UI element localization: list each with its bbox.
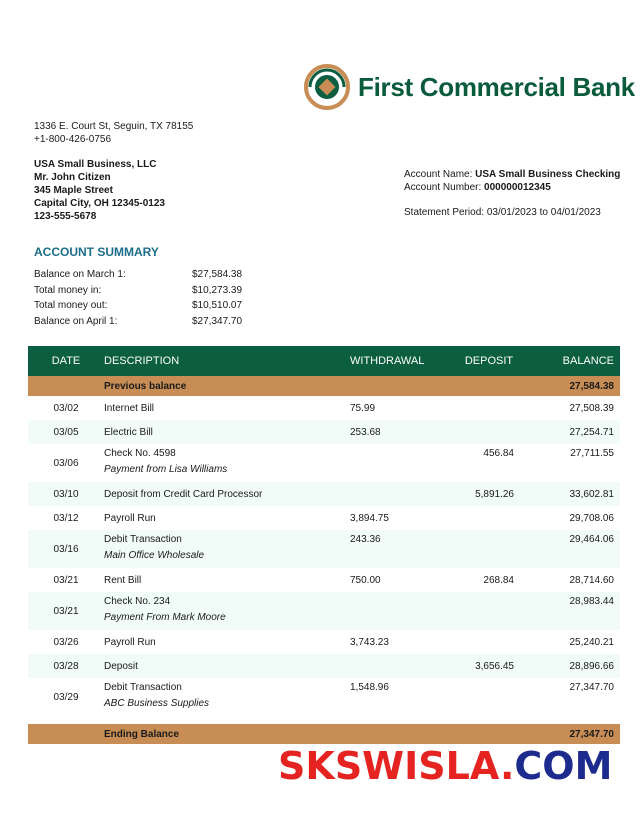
table-row (28, 530, 620, 568)
cell-withdrawal (350, 654, 452, 678)
cell-date (28, 654, 104, 678)
bank-address (34, 120, 193, 146)
previous-balance-label: Previous balance (104, 376, 350, 396)
cell-date (28, 630, 104, 654)
watermark-main: SKSWISLA (278, 744, 500, 788)
header-balance: BALANCE (526, 346, 620, 376)
ending-balance-value: 27,347.70 (526, 724, 620, 744)
cell-date-text: 03/02 (53, 402, 79, 414)
account-summary-title: ACCOUNT SUMMARY (34, 245, 159, 259)
customer-street: 345 Maple Street (34, 185, 113, 196)
cell-withdrawal-text: 75.99 (350, 402, 376, 414)
account-summary (34, 269, 242, 331)
cell-date (28, 530, 104, 568)
cell-balance (526, 678, 620, 716)
cell-deposit (452, 506, 526, 530)
cell-description (104, 568, 350, 592)
account-name-label: Account Name: (404, 169, 473, 180)
cell-deposit (452, 482, 526, 506)
cell-date (28, 396, 104, 420)
cell-date (28, 568, 104, 592)
cell-date-text: 03/10 (53, 488, 79, 500)
table-row (28, 654, 620, 678)
bank-name: First Commercial Bank (358, 71, 635, 102)
cell-deposit (452, 630, 526, 654)
summary-label: Balance on March 1: (34, 269, 126, 280)
summary-label: Total money out: (34, 300, 108, 311)
cell-description-sub: Main Office Wholesale (104, 550, 205, 561)
watermark-tld: COM (514, 744, 613, 788)
cell-withdrawal (350, 630, 452, 654)
cell-deposit (452, 592, 526, 630)
table-row (28, 630, 620, 654)
cell-date (28, 592, 104, 630)
cell-date (28, 482, 104, 506)
cell-description-text: Debit Transaction (104, 534, 182, 545)
table-row (28, 506, 620, 530)
table-header-row (28, 346, 620, 376)
cell-withdrawal-text: 1,548.96 (350, 682, 389, 693)
watermark (278, 744, 612, 788)
cell-deposit (452, 654, 526, 678)
cell-deposit (452, 396, 526, 420)
cell-withdrawal (350, 396, 452, 420)
cell-description-text: Deposit from Credit Card Processor (104, 488, 263, 500)
table-row (28, 482, 620, 506)
table-row (28, 592, 620, 630)
cell-description (104, 678, 350, 716)
cell-description (104, 506, 350, 530)
header-date: DATE (28, 346, 104, 376)
previous-balance-value: 27,584.38 (526, 376, 620, 396)
cell-description-text: Internet Bill (104, 402, 155, 414)
cell-balance-text: 28,714.60 (569, 574, 614, 586)
cell-withdrawal (350, 678, 452, 716)
cell-date-text: 03/28 (53, 660, 79, 672)
cell-date-text: 03/05 (53, 426, 79, 438)
cell-balance-text: 27,711.55 (570, 448, 614, 459)
cell-withdrawal-text: 3,894.75 (350, 512, 389, 524)
cell-balance-text: 29,464.06 (569, 534, 614, 545)
cell-balance (526, 630, 620, 654)
cell-balance-text: 29,708.06 (569, 512, 614, 524)
cell-balance (526, 396, 620, 420)
cell-withdrawal-text: 253.68 (350, 426, 381, 438)
cell-deposit (452, 420, 526, 444)
cell-date-text: 03/12 (53, 512, 79, 524)
account-name-line (404, 168, 620, 181)
cell-deposit (452, 678, 526, 716)
table-row (28, 444, 620, 482)
account-number-label: Account Number: (404, 182, 482, 193)
bank-phone: +1-800-426-0756 (34, 134, 112, 145)
cell-balance (526, 444, 620, 482)
summary-row (34, 300, 242, 316)
cell-description (104, 630, 350, 654)
account-number-line (404, 181, 620, 194)
cell-date (28, 420, 104, 444)
cell-deposit (452, 568, 526, 592)
customer-block (34, 158, 165, 223)
cell-date (28, 506, 104, 530)
table-row (28, 678, 620, 716)
cell-description-text: Payroll Run (104, 636, 156, 648)
customer-phone: 123-555-5678 (34, 211, 97, 222)
cell-description-text: Debit Transaction (104, 682, 182, 693)
cell-balance-text: 27,254.71 (569, 426, 614, 438)
header-withdrawal: WITHDRAWAL (350, 346, 452, 376)
table-row (28, 568, 620, 592)
cell-withdrawal (350, 592, 452, 630)
cell-balance (526, 592, 620, 630)
transactions-table (28, 346, 620, 744)
cell-deposit-text: 456.84 (483, 448, 514, 459)
previous-balance-row (28, 376, 620, 396)
bank-emblem-icon (304, 64, 350, 110)
customer-city: Capital City, OH 12345-0123 (34, 198, 165, 209)
cell-withdrawal (350, 530, 452, 568)
header-deposit: DEPOSIT (452, 346, 526, 376)
cell-balance-text: 33,602.81 (569, 488, 614, 500)
bank-street: 1336 E. Court St, Seguin, TX 78155 (34, 121, 194, 132)
cell-withdrawal (350, 568, 452, 592)
cell-balance-text: 27,508.39 (569, 402, 614, 414)
cell-deposit-text: 3,656.45 (475, 660, 514, 672)
cell-deposit (452, 444, 526, 482)
cell-withdrawal (350, 506, 452, 530)
summary-value: $10,510.07 (192, 300, 243, 311)
cell-withdrawal-text: 3,743.23 (350, 636, 389, 648)
summary-label: Total money in: (34, 284, 102, 296)
cell-withdrawal (350, 420, 452, 444)
account-number: 000000012345 (484, 182, 551, 193)
cell-balance (526, 482, 620, 506)
bank-logo (304, 64, 635, 110)
cell-description-sub: Payment from Lisa Williams (104, 464, 228, 475)
cell-description-sub: Payment From Mark Moore (104, 612, 226, 623)
cell-withdrawal (350, 482, 452, 506)
header-description: DESCRIPTION (104, 346, 350, 376)
account-name: USA Small Business Checking (475, 169, 621, 180)
cell-date-text: 03/26 (53, 636, 79, 648)
statement-period: Statement Period: 03/01/2023 to 04/01/2023 (404, 207, 601, 218)
cell-description-text: Rent Bill (104, 574, 142, 586)
cell-date (28, 444, 104, 482)
cell-withdrawal-text: 243.36 (350, 534, 381, 545)
summary-label: Balance on April 1: (34, 315, 118, 327)
account-info (404, 168, 620, 194)
cell-description-text: Deposit (104, 660, 138, 672)
cell-balance-text: 28,983.44 (569, 596, 614, 607)
cell-deposit (452, 530, 526, 568)
cell-description (104, 654, 350, 678)
cell-balance-text: 28,896.66 (569, 660, 614, 672)
customer-company: USA Small Business, LLC (34, 159, 157, 170)
cell-date (28, 678, 104, 716)
cell-description-text: Electric Bill (104, 426, 153, 438)
cell-balance (526, 506, 620, 530)
table-row (28, 396, 620, 420)
cell-description (104, 530, 350, 568)
cell-date-text: 03/16 (53, 543, 79, 555)
cell-deposit-text: 268.84 (483, 574, 514, 586)
watermark-dot: . (499, 744, 515, 788)
cell-deposit-text: 5,891.26 (475, 488, 514, 500)
cell-description-text: Check No. 234 (104, 596, 171, 607)
ending-balance-label: Ending Balance (104, 724, 350, 744)
cell-balance (526, 654, 620, 678)
cell-date-text: 03/29 (53, 691, 79, 703)
cell-date-text: 03/06 (53, 457, 79, 469)
cell-date-text: 03/21 (53, 574, 79, 586)
cell-description (104, 444, 350, 482)
customer-contact: Mr. John Citizen (34, 172, 111, 183)
cell-date-text: 03/21 (53, 605, 79, 617)
cell-description (104, 592, 350, 630)
summary-row (34, 316, 242, 332)
cell-balance-text: 25,240.21 (569, 636, 614, 648)
transaction-rows (28, 396, 620, 716)
cell-description (104, 482, 350, 506)
cell-description-text: Payroll Run (104, 512, 156, 524)
cell-balance (526, 568, 620, 592)
summary-row (34, 269, 242, 285)
table-row (28, 420, 620, 444)
summary-row (34, 285, 242, 301)
cell-balance-text: 27,347.70 (569, 682, 614, 693)
cell-balance (526, 530, 620, 568)
cell-withdrawal (350, 444, 452, 482)
cell-balance (526, 420, 620, 444)
summary-value: $27,584.38 (192, 269, 243, 280)
cell-description (104, 396, 350, 420)
ending-balance-row (28, 724, 620, 744)
cell-description (104, 420, 350, 444)
summary-value: $27,347.70 (192, 315, 243, 327)
cell-description-sub: ABC Business Supplies (104, 698, 210, 709)
cell-description-text: Check No. 4598 (104, 448, 176, 459)
cell-withdrawal-text: 750.00 (350, 574, 381, 586)
summary-value: $10,273.39 (192, 284, 243, 296)
